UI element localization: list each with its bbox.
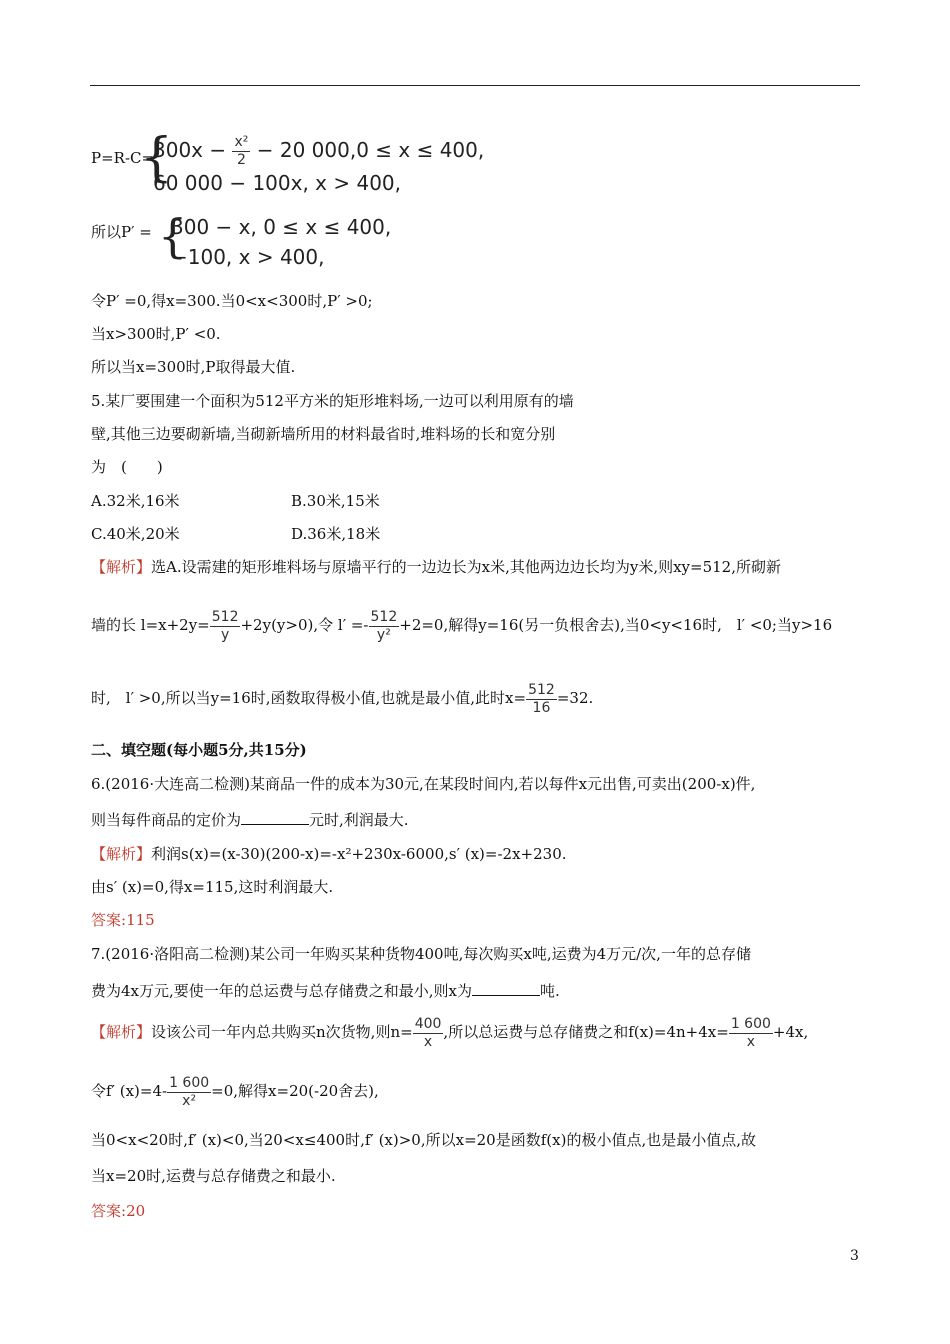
q7-solution-line: 【解析】设该公司一年内总共购买n次货物,则n= $\frac{400}{x}$ ,所以总运费与总存储费之和f(x)=4n+4x= $\frac{1 600}{x}$ +4x, — [91, 1015, 809, 1050]
q5-solution-line: 时, l′ >0,所以当y=16时,函数取得极小值,也就是最小值,此时x= $\frac{512}{16}$ =32. — [91, 681, 594, 716]
piecewise-dp-case2: −100, x > 400, — [171, 245, 325, 269]
option-c: C.40米,20米 — [91, 525, 180, 543]
fraction: $\frac{\text{x²}}{2}$ — [234, 134, 249, 168]
page-number: 3 — [850, 1248, 859, 1264]
q7-stem-line: 7.(2016·洛阳高二检测)某公司一年购买某种货物400吨,每次购买x吨,运费为4万元/次,一年的总存储 — [91, 945, 751, 963]
analysis-tag: 【解析】 — [91, 558, 152, 576]
q6-stem-line: 6.(2016·大连高二检测)某商品一件的成本为30元,在某段时间内,若以每件x元出售,可卖出(200-x)件, — [91, 775, 756, 793]
q6-solution-line: 【解析】利润s(x)=(x-30)(200-x)=-x²+230x-6000,s′ (x)=-2x+230. — [91, 845, 567, 863]
q6-stem-line: 则当每件商品的定价为 元时,利润最大. — [91, 811, 409, 829]
piecewise-p-case2: 60 000 − 100x, x > 400, — [153, 171, 402, 195]
section-heading: 二、填空题(每小题5分,共15分) — [91, 741, 307, 759]
q5-options-row — [91, 524, 380, 544]
q7-solution-line: 令f′ (x)=4- $\frac{1 600}{\text{x²}}$ =0,解得x=20(-20舍去), — [91, 1074, 379, 1109]
fraction: $\frac{1 600}{x}$ — [730, 1015, 771, 1050]
fraction: $\frac{400}{x}$ — [414, 1015, 442, 1050]
option-b: B.30米,15米 — [291, 492, 380, 510]
q5-stem-line: 壁,其他三边要砌新墙,当砌新墙所用的材料最省时,堆料场的长和宽分别 — [91, 425, 556, 443]
q7-stem-line: 费为4x万元,要使一年的总运费与总存储费之和最小,则x为 吨. — [91, 982, 560, 1000]
piecewise-p-lhs: P=R-C= — [91, 149, 155, 167]
analysis-tag: 【解析】 — [91, 845, 152, 863]
piecewise-dp-case1: 300 − x, 0 ≤ x ≤ 400, — [171, 215, 392, 239]
fraction: $\frac{512}{16}$ — [528, 681, 555, 716]
fraction: $\frac{1 600}{\text{x²}}$ — [169, 1074, 210, 1109]
text-line: 令P′ =0,得x=300.当0<x<300时,P′ >0; — [91, 292, 373, 310]
left-brace: { — [158, 209, 188, 263]
answer-blank — [472, 982, 540, 996]
header-rule — [90, 85, 860, 86]
q6-solution-line: 由s′ (x)=0,得x=115,这时利润最大. — [91, 878, 334, 896]
answer-blank — [241, 811, 309, 825]
q6-answer: 答案:115 — [91, 911, 155, 929]
q5-solution-line: 墙的长 l=x+2y= $\frac{512}{y}$ +2y(y>0),令 l′ =- $\frac{512}{\text{y²}}$ +2=0,解得y=16(另一负根舍去),当0<y<16时, l′ <0;当y>16 — [91, 608, 833, 643]
q5-options-row — [91, 491, 380, 511]
piecewise-dp-lhs: 所以P′ = — [91, 223, 152, 241]
piecewise-p-case1: 300x − $\frac{\text{x²}}{2}$ − 20 000,0 ≤ x ≤ 400, — [153, 134, 485, 168]
q5-solution-line: 【解析】选A.设需建的矩形堆料场与原墙平行的一边边长为x米,其他两边边长均为y米,则xy=512,所砌新 — [91, 558, 781, 576]
q7-solution-line: 当0<x<20时,f′ (x)<0,当20<x≤400时,f′ (x)>0,所以x=20是函数f(x)的极小值点,也是最小值点,故 — [91, 1131, 756, 1149]
option-a: A.32米,16米 — [91, 492, 180, 510]
fraction: $\frac{512}{y}$ — [211, 608, 239, 643]
q5-stem-line: 为 ( ) — [91, 458, 163, 476]
option-d: D.36米,18米 — [291, 525, 381, 543]
fraction: $\frac{512}{\text{y²}}$ — [370, 608, 398, 643]
text-line: 当x>300时,P′ <0. — [91, 325, 221, 343]
q7-solution-line: 当x=20时,运费与总存储费之和最小. — [91, 1167, 336, 1185]
q5-stem-line: 5.某厂要围建一个面积为512平方米的矩形堆料场,一边可以利用原有的墙 — [91, 392, 574, 410]
analysis-tag: 【解析】 — [91, 1023, 152, 1041]
q7-answer: 答案:20 — [91, 1202, 146, 1220]
left-brace: { — [140, 128, 174, 188]
text-line: 所以当x=300时,P取得最大值. — [91, 358, 296, 376]
